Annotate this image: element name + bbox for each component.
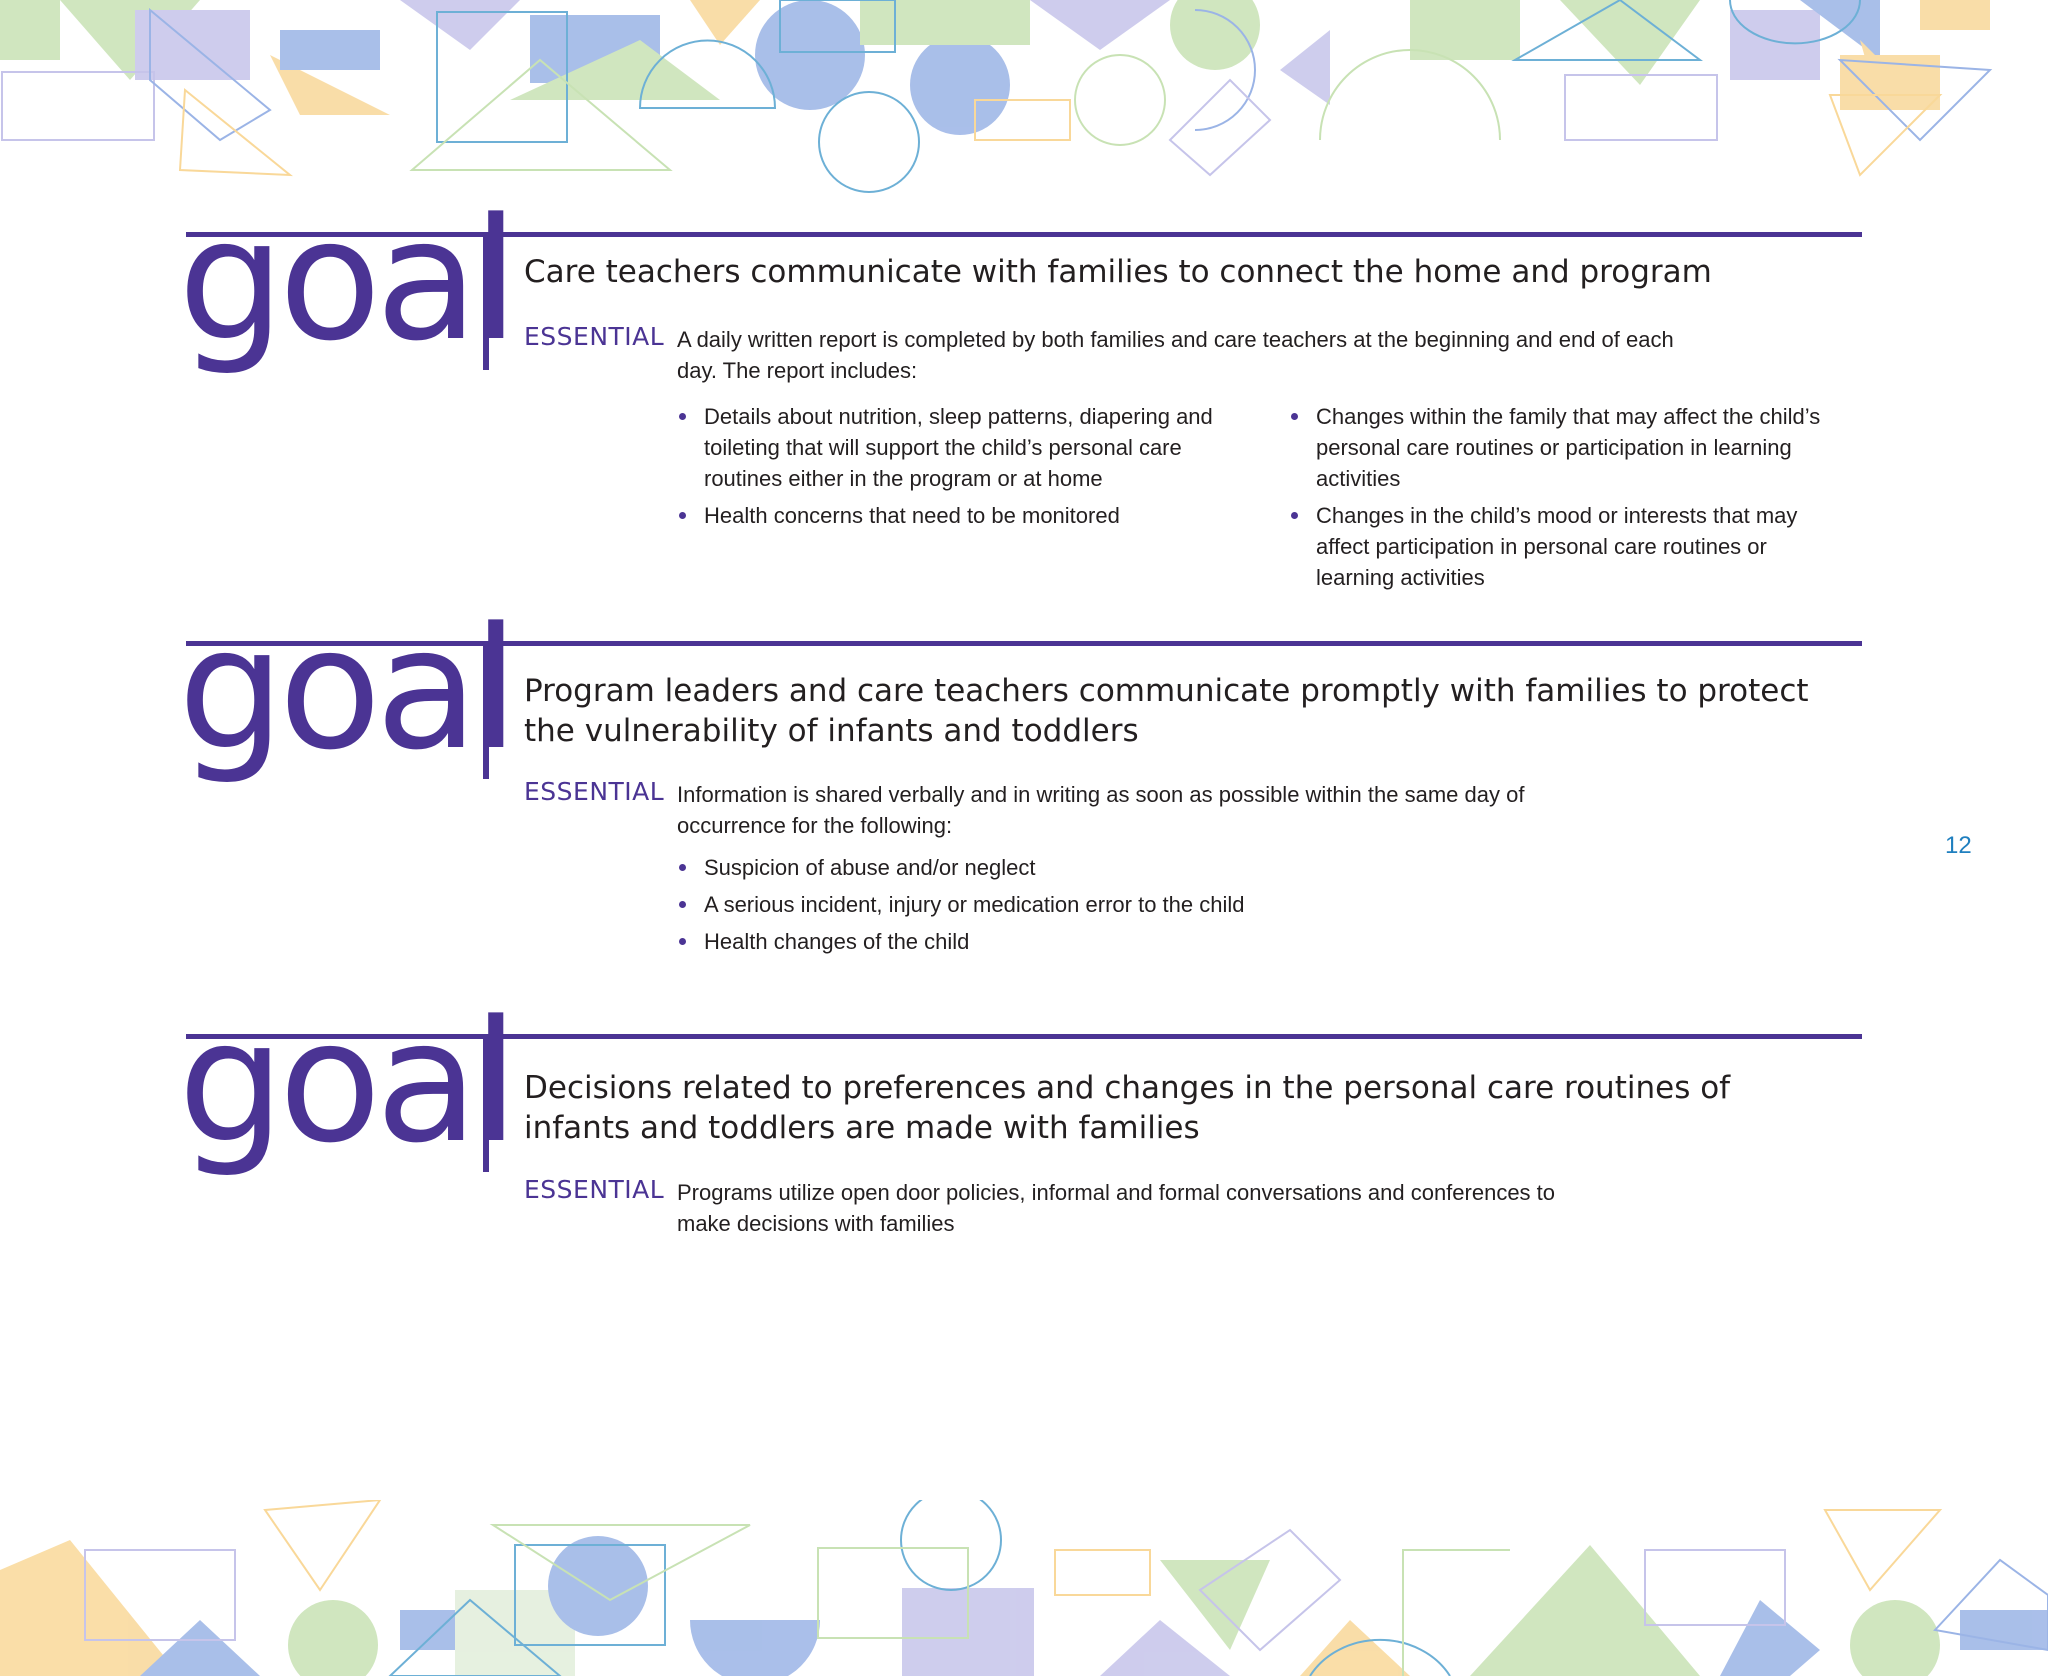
page-number: 12 — [1945, 832, 1972, 859]
goal-word: goal — [178, 984, 514, 1180]
bullet-list-left — [677, 401, 1247, 537]
essential-text: Information is shared verbally and in writing as soon as possible within the same day of occurrence for the following: — [677, 782, 1525, 838]
bullet-dot-icon — [679, 413, 686, 420]
goal-word: goal — [178, 182, 514, 378]
list-item: Changes in the child’s mood or interests that may affect participation in personal care routines or learning activities — [1289, 500, 1849, 593]
bullet-dot-icon — [679, 901, 686, 908]
goal-title: Decisions related to preferences and changes in the personal care routines of infants and toddlers are made with families — [524, 1070, 1731, 1146]
bullet-list-right — [1289, 401, 1849, 599]
essential-label: ESSENTIAL — [524, 322, 665, 351]
essential-text: A daily written report is completed by both families and care teachers at the beginning and end of each day. The report includes: — [677, 327, 1674, 383]
list-item: Suspicion of abuse and/or neglect — [677, 852, 1577, 883]
bullet-dot-icon — [1291, 413, 1298, 420]
list-item: Health concerns that need to be monitored — [677, 500, 1247, 531]
decorative-shapes-top — [0, 0, 2048, 200]
essential-label: ESSENTIAL — [524, 777, 665, 806]
list-item: Details about nutrition, sleep patterns, diapering and toileting that will support the child’s personal care routines either in the program or at home — [677, 401, 1247, 494]
bullet-list — [677, 852, 1577, 963]
decorative-shapes-bottom — [0, 1500, 2048, 1676]
essential-text: Programs utilize open door policies, informal and formal conversations and conferences to make decisions with families — [677, 1180, 1556, 1236]
goal-title: Program leaders and care teachers communicate promptly with families to protect the vulnerability of infants and toddlers — [524, 673, 1809, 749]
list-item: A serious incident, injury or medication error to the child — [677, 889, 1577, 920]
list-item: Changes within the family that may affect the child’s personal care routines or participation in learning activities — [1289, 401, 1849, 494]
essential-label: ESSENTIAL — [524, 1175, 665, 1204]
bullet-dot-icon — [679, 938, 686, 945]
bullet-dot-icon — [1291, 512, 1298, 519]
bullet-dot-icon — [679, 864, 686, 871]
goal-word: goal — [178, 591, 514, 787]
goal-title: Care teachers communicate with families to connect the home and program — [524, 254, 1712, 290]
bullet-dot-icon — [679, 512, 686, 519]
list-item: Health changes of the child — [677, 926, 1577, 957]
